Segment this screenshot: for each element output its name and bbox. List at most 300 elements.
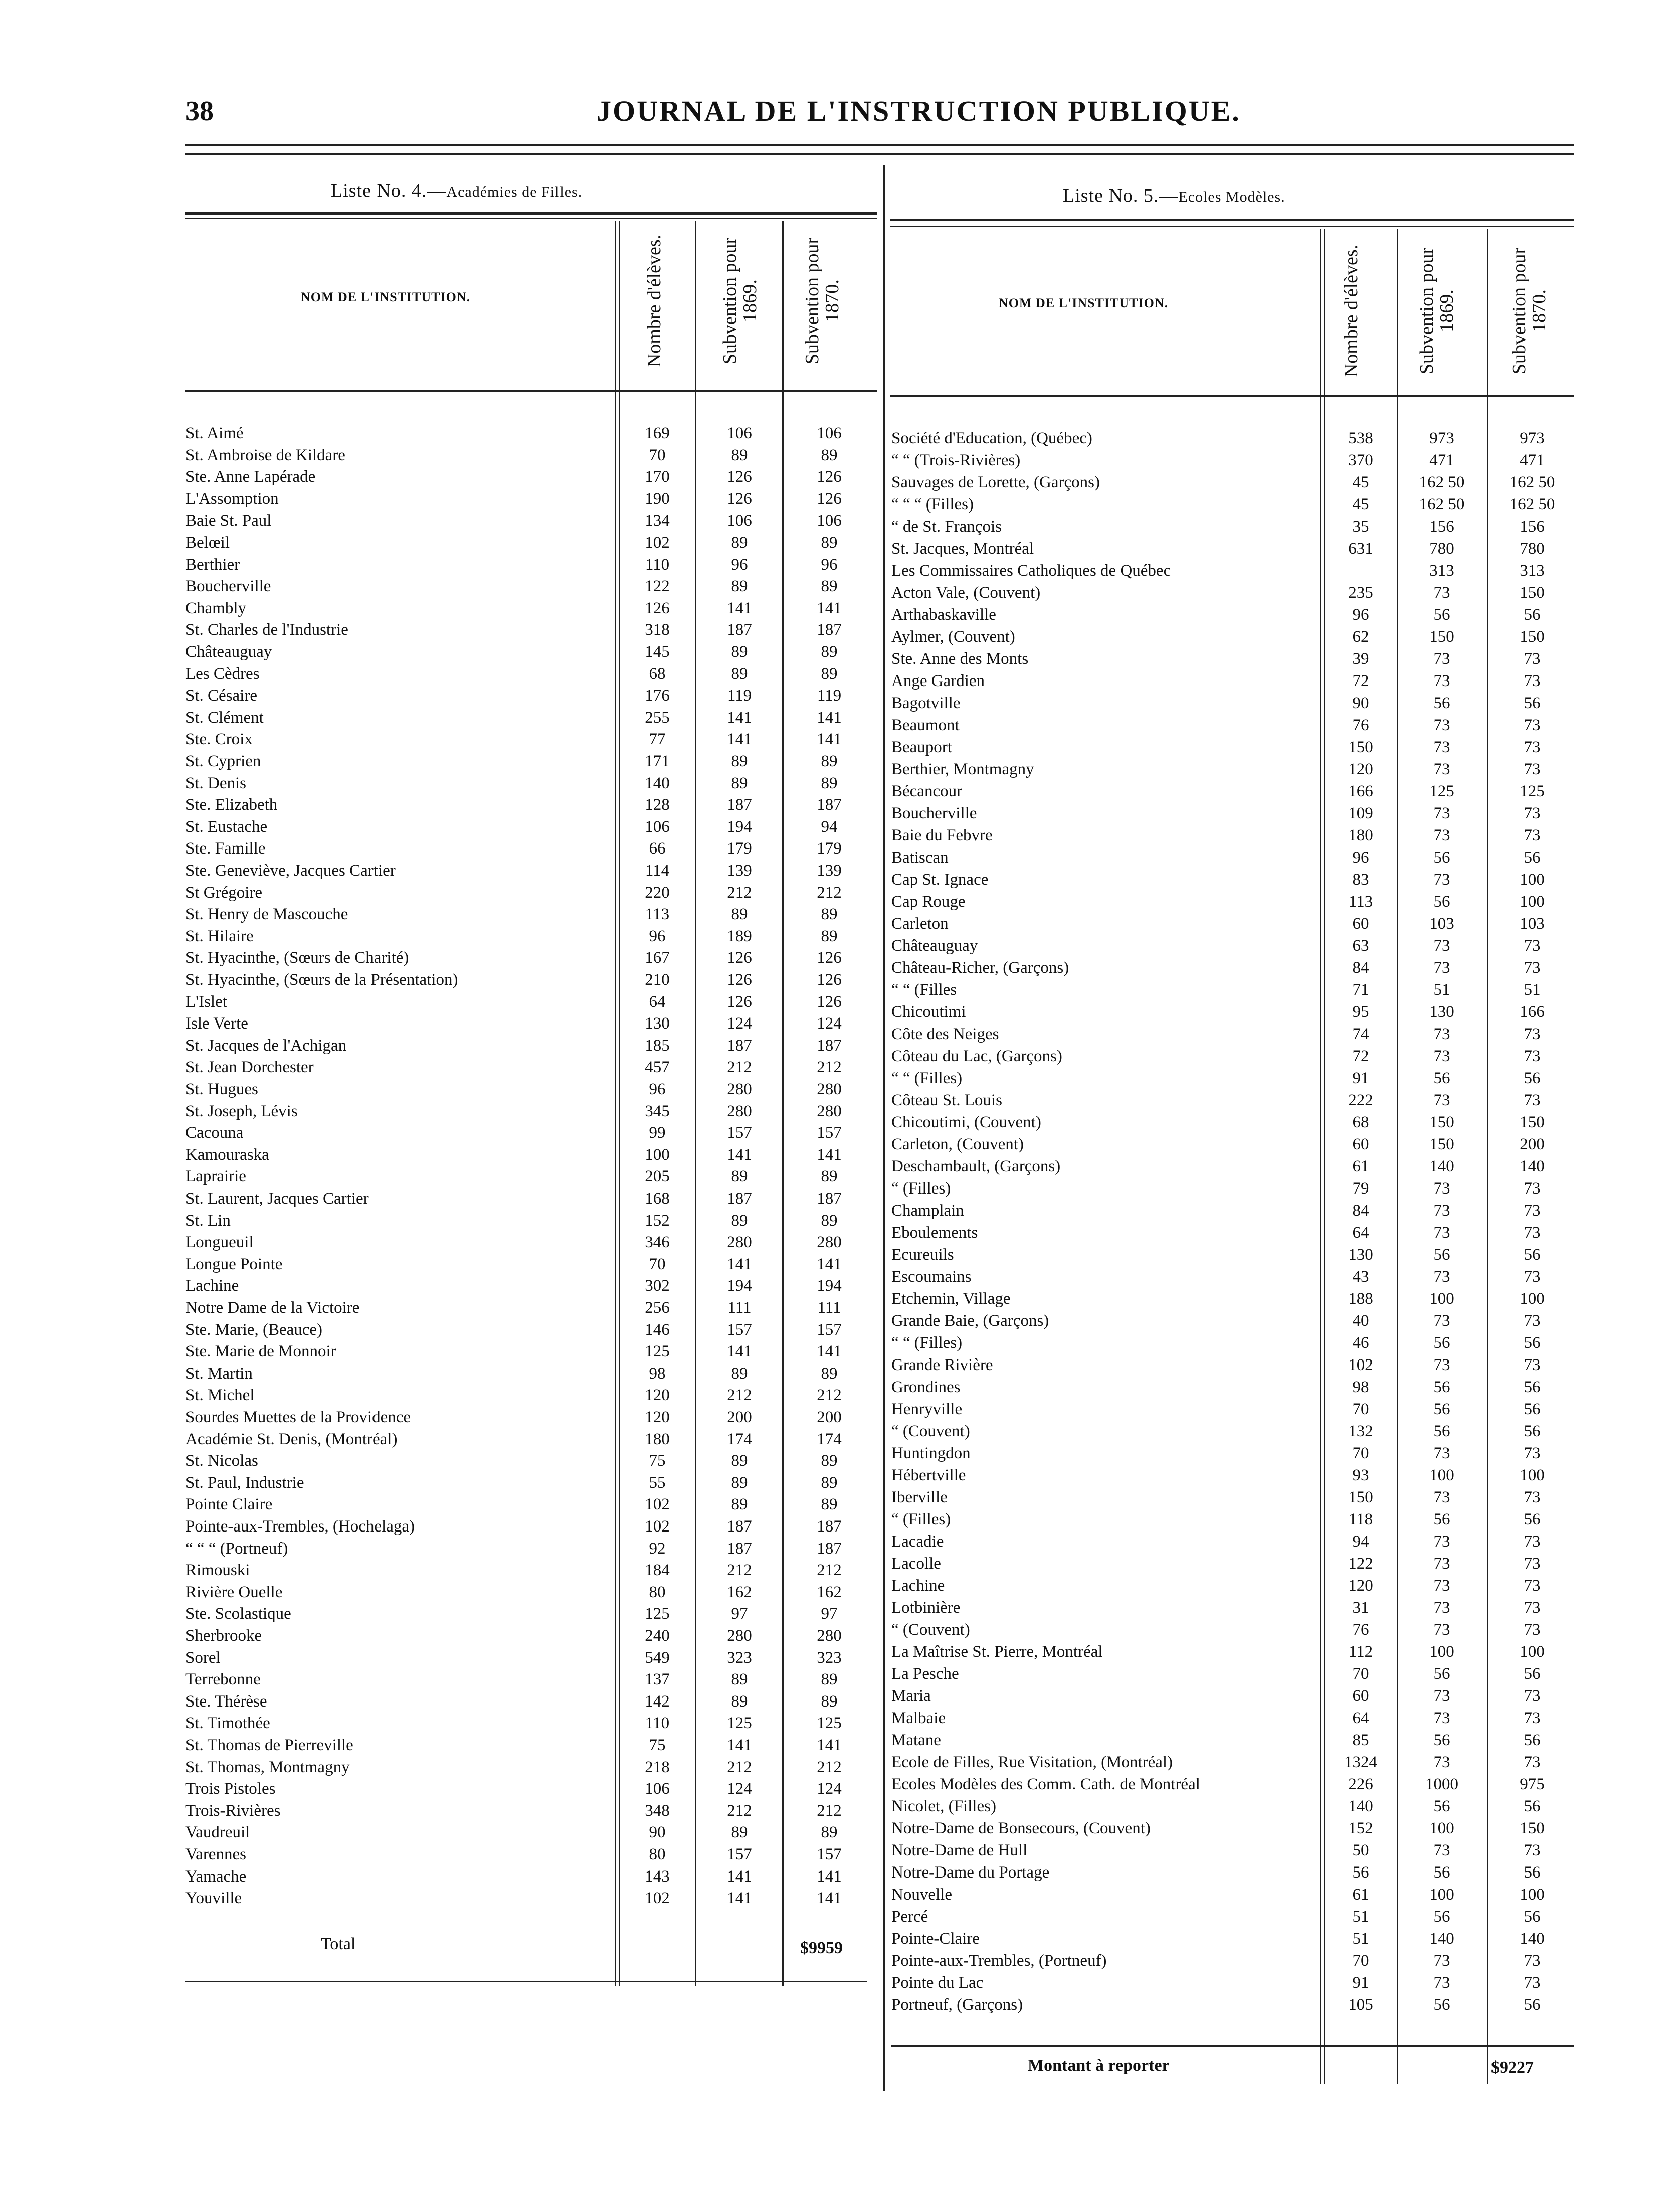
subvention-1870-value: 212 <box>817 1801 842 1820</box>
subvention-1870-value: 179 <box>817 839 842 858</box>
left-table-row <box>185 1778 877 1800</box>
eleves-value: 93 <box>1352 1466 1369 1484</box>
right-list-title <box>1063 185 1285 207</box>
subvention-1869-value: 96 <box>731 555 748 574</box>
eleves-value: 70 <box>1352 1400 1369 1418</box>
institution-name: St Grégoire <box>185 883 263 902</box>
subvention-1870-value: 89 <box>821 1495 838 1514</box>
eleves-value: 56 <box>1352 1863 1369 1882</box>
institution-name: Vaudreuil <box>185 1823 250 1842</box>
left-table-row <box>185 1253 877 1275</box>
subvention-1869-value: 56 <box>1433 893 1450 911</box>
subvention-1870-value: 187 <box>817 1189 842 1208</box>
subvention-1870-value: 212 <box>817 1386 842 1405</box>
institution-name: La Maîtrise St. Pierre, Montréal <box>891 1643 1103 1661</box>
subvention-1870-value: 141 <box>817 1342 842 1361</box>
right-table-row <box>891 1442 1574 1464</box>
subvention-1869-value: 187 <box>727 1517 752 1536</box>
eleves-value: 134 <box>645 512 670 530</box>
institution-name: St. Hyacinthe, (Sœurs de la Présentation) <box>185 971 458 989</box>
right-table-row <box>891 891 1574 913</box>
subvention-1870-value: 141 <box>817 1736 842 1754</box>
subvention-1869-value: 100 <box>1429 1466 1454 1484</box>
right-table-row <box>891 758 1574 780</box>
eleves-value: 171 <box>645 752 670 770</box>
subvention-1870-value: 973 <box>1520 429 1545 447</box>
subvention-1870-value: 111 <box>817 1299 841 1317</box>
right-table-row <box>891 1707 1574 1729</box>
subvention-1869-value: 187 <box>727 1189 752 1208</box>
right-table-row <box>891 1222 1574 1244</box>
institution-name: Ste. Croix <box>185 730 253 749</box>
eleves-value: 75 <box>649 1452 666 1470</box>
eleves-value: 169 <box>645 424 670 442</box>
institution-name: Ange Gardien <box>891 672 985 690</box>
institution-name: Escoumains <box>891 1268 972 1286</box>
eleves-value: 79 <box>1352 1179 1369 1198</box>
subvention-1869-value: 780 <box>1429 540 1454 558</box>
subvention-1869-value: 56 <box>1433 1334 1450 1352</box>
right-table-row <box>891 560 1574 582</box>
left-table-row <box>185 1340 877 1363</box>
subvention-1870-value: 162 50 <box>1509 495 1555 514</box>
subvention-1869-value: 89 <box>731 905 748 924</box>
institution-name: Carleton <box>891 915 949 933</box>
institution-name: “ “ (Trois-Rivières) <box>891 451 1021 469</box>
right-table-row <box>891 1994 1574 2016</box>
institution-name: St. Ambroise de Kildare <box>185 446 345 464</box>
institution-name: Longue Pointe <box>185 1255 283 1273</box>
subvention-1870-value: 73 <box>1524 1533 1541 1551</box>
left-list-title-rest: Académies de Filles. <box>446 184 583 200</box>
subvention-1869-value: 126 <box>727 468 752 486</box>
eleves-value: 302 <box>645 1277 670 1295</box>
left-table-row <box>185 816 877 838</box>
institution-name: St. Nicolas <box>185 1452 258 1470</box>
subvention-1870-value: 73 <box>1524 1621 1541 1639</box>
left-table-row <box>185 1319 877 1341</box>
subvention-1870-value: 73 <box>1524 1268 1541 1286</box>
subvention-1870-value: 187 <box>817 796 842 814</box>
institution-name: Berthier <box>185 555 240 574</box>
subvention-1870-value: 162 <box>817 1583 842 1601</box>
subvention-1869-value: 73 <box>1433 1312 1450 1330</box>
subvention-1870-value: 100 <box>1520 1643 1545 1661</box>
right-table-row <box>891 780 1574 802</box>
eleves-value: 95 <box>1352 1003 1369 1021</box>
right-table-row <box>891 538 1574 560</box>
institution-name: L'Assomption <box>185 489 279 508</box>
institution-name: Pointe Claire <box>185 1495 273 1514</box>
eleves-value: 102 <box>645 1517 670 1536</box>
eleves-value: 346 <box>645 1233 670 1252</box>
right-table-row <box>891 1861 1574 1884</box>
eleves-value: 122 <box>645 577 670 596</box>
subvention-1869-value: 212 <box>727 1386 752 1405</box>
subvention-1870-value: 73 <box>1524 1202 1541 1220</box>
eleves-value: 170 <box>645 468 670 486</box>
institution-name: St. Eustache <box>185 817 268 836</box>
right-total-value: $9227 <box>1491 2058 1534 2077</box>
subvention-1870-value: 126 <box>817 489 842 508</box>
institution-name: St. Martin <box>185 1364 253 1383</box>
subvention-1869-value: 89 <box>731 1823 748 1842</box>
subvention-1869-value: 97 <box>731 1605 748 1623</box>
subvention-1870-value: 140 <box>1520 1157 1545 1175</box>
left-table-row <box>185 444 877 466</box>
subvention-1869-value: 56 <box>1433 1422 1450 1440</box>
institution-name: Ste. Famille <box>185 839 266 858</box>
subvention-1870-value: 56 <box>1524 1378 1541 1396</box>
right-table-row <box>891 714 1574 736</box>
left-table-row <box>185 1406 877 1428</box>
eleves-value: 61 <box>1352 1886 1369 1904</box>
subvention-1869-value: 56 <box>1433 1246 1450 1264</box>
eleves-value: 205 <box>645 1167 670 1186</box>
subvention-1869-value: 313 <box>1429 562 1454 580</box>
right-table-row <box>891 1244 1574 1266</box>
subvention-1870-value: 89 <box>821 577 838 596</box>
left-table-row <box>185 1493 877 1515</box>
subvention-1869-value: 73 <box>1433 738 1450 756</box>
left-table-row <box>185 1100 877 1122</box>
subvention-1870-value: 89 <box>821 1364 838 1383</box>
eleves-value: 113 <box>1348 893 1373 911</box>
right-table-row <box>891 1619 1574 1641</box>
right-table-row <box>891 1089 1574 1111</box>
left-table-row <box>185 882 877 904</box>
subvention-1869-value: 125 <box>1429 782 1454 800</box>
subvention-1870-value: 141 <box>817 599 842 617</box>
subvention-1869-value: 51 <box>1433 981 1450 999</box>
subvention-1869-value: 89 <box>731 1670 748 1689</box>
subvention-1869-value: 194 <box>727 1277 752 1295</box>
institution-name: “ (Couvent) <box>891 1422 970 1440</box>
right-table-row <box>891 1751 1574 1773</box>
eleves-value: 168 <box>645 1189 670 1208</box>
institution-name: “ (Couvent) <box>891 1621 970 1639</box>
institution-name: Lacadie <box>891 1533 944 1551</box>
subvention-1870-value: 140 <box>1520 1930 1545 1948</box>
eleves-value: 70 <box>1352 1665 1369 1683</box>
left-total-label: Total <box>321 1935 356 1953</box>
institution-name: Ste. Marie de Monnoir <box>185 1342 336 1361</box>
right-table-row <box>891 979 1574 1001</box>
institution-name: Isle Verte <box>185 1014 248 1033</box>
right-table-row <box>891 626 1574 648</box>
subvention-1870-value: 313 <box>1520 562 1545 580</box>
subvention-1869-value: 126 <box>727 971 752 989</box>
eleves-value: 94 <box>1352 1533 1369 1551</box>
right-table-row <box>891 1177 1574 1200</box>
right-table-row <box>891 1045 1574 1067</box>
subvention-1869-value: 162 <box>727 1583 752 1601</box>
eleves-value: 140 <box>645 774 670 792</box>
eleves-value: 370 <box>1348 451 1373 469</box>
eleves-value: 80 <box>649 1845 666 1863</box>
left-table-row <box>185 575 877 597</box>
left-table-row <box>185 1668 877 1690</box>
left-table-row <box>185 1231 877 1253</box>
subvention-1870-value: 56 <box>1524 1246 1541 1264</box>
right-table-row <box>891 449 1574 471</box>
institution-name: Carleton, (Couvent) <box>891 1135 1024 1153</box>
subvention-1869-value: 56 <box>1433 1510 1450 1528</box>
institution-name: Ste. Geneviève, Jacques Cartier <box>185 862 396 880</box>
right-col-header-name: NOM DE L'INSTITUTION. <box>999 296 1169 310</box>
subvention-1869-value: 280 <box>727 1627 752 1645</box>
left-table-row <box>185 663 877 685</box>
eleves-value: 114 <box>645 862 670 880</box>
institution-name: Pointe-Claire <box>891 1930 980 1948</box>
eleves-value: 91 <box>1352 1974 1369 1992</box>
institution-name: Ste. Scolastique <box>185 1605 291 1623</box>
left-table-row <box>185 947 877 969</box>
subvention-1869-value: 56 <box>1433 1863 1450 1882</box>
eleves-value: 77 <box>649 730 666 749</box>
subvention-1870-value: 56 <box>1524 1996 1541 2014</box>
subvention-1869-value: 73 <box>1433 1356 1450 1374</box>
eleves-value: 46 <box>1352 1334 1369 1352</box>
institution-name: Châteauguay <box>891 937 978 955</box>
right-table-row <box>891 1001 1574 1023</box>
subvention-1869-value: 140 <box>1429 1157 1454 1175</box>
subvention-1870-value: 150 <box>1520 584 1545 602</box>
subvention-1869-value: 141 <box>727 1342 752 1361</box>
institution-name: St. Thomas de Pierreville <box>185 1736 353 1754</box>
eleves-value: 62 <box>1352 628 1369 646</box>
eleves-value: 83 <box>1352 871 1369 889</box>
left-table-row <box>185 707 877 729</box>
institution-name: Beauport <box>891 738 952 756</box>
subvention-1869-value: 141 <box>727 1255 752 1273</box>
institution-name: Etchemin, Village <box>891 1290 1011 1308</box>
institution-name: L'Islet <box>185 992 227 1011</box>
subvention-1869-value: 73 <box>1433 584 1450 602</box>
right-table-row <box>891 1398 1574 1420</box>
subvention-1870-value: 126 <box>817 992 842 1011</box>
right-table-row <box>891 1641 1574 1663</box>
left-title-rule-thin <box>185 218 877 219</box>
page-number: 38 <box>185 96 214 127</box>
subvention-1870-value: 141 <box>817 708 842 727</box>
subvention-1869-value: 89 <box>731 446 748 464</box>
eleves-value: 110 <box>645 1714 670 1733</box>
right-header-bottom-rule <box>890 395 1574 397</box>
eleves-value: 70 <box>649 446 666 464</box>
institution-name: “ de St. François <box>891 518 1002 536</box>
subvention-1870-value: 212 <box>817 1561 842 1580</box>
right-table-row <box>891 1950 1574 1972</box>
eleves-value: 64 <box>1352 1709 1369 1727</box>
subvention-1869-value: 124 <box>727 1014 752 1033</box>
institution-name: St. Jacques de l'Achigan <box>185 1036 347 1055</box>
institution-name: St. Thomas, Montmagny <box>185 1758 350 1776</box>
institution-name: Yamache <box>185 1867 247 1886</box>
subvention-1870-value: 73 <box>1524 1312 1541 1330</box>
left-table-row <box>185 1538 877 1560</box>
subvention-1870-value: 56 <box>1524 694 1541 712</box>
eleves-value: 222 <box>1348 1091 1373 1109</box>
subvention-1870-value: 73 <box>1524 826 1541 844</box>
eleves-value: 74 <box>1352 1025 1369 1043</box>
eleves-value: 75 <box>649 1736 666 1754</box>
right-col-header-1870-text: Subvention pour 1870. <box>1509 247 1550 375</box>
institution-name: Côteau du Lac, (Garçons) <box>891 1047 1062 1065</box>
left-table-row <box>185 860 877 882</box>
eleves-value: 226 <box>1348 1775 1373 1793</box>
subvention-1869-value: 471 <box>1429 451 1454 469</box>
institution-name: Sourdes Muettes de la Providence <box>185 1408 411 1426</box>
subvention-1869-value: 56 <box>1433 1797 1450 1815</box>
subvention-1869-value: 73 <box>1433 1753 1450 1771</box>
eleves-value: 96 <box>649 1080 666 1098</box>
subvention-1870-value: 89 <box>821 643 838 661</box>
subvention-1870-value: 73 <box>1524 672 1541 690</box>
institution-name: Société d'Education, (Québec) <box>891 429 1092 447</box>
eleves-value: 150 <box>1348 1488 1373 1506</box>
institution-name: St. Laurent, Jacques Cartier <box>185 1189 369 1208</box>
subvention-1869-value: 89 <box>731 752 748 770</box>
subvention-1869-value: 157 <box>727 1124 752 1142</box>
eleves-value: 122 <box>1348 1555 1373 1573</box>
eleves-value: 348 <box>645 1801 670 1820</box>
eleves-value: 1324 <box>1344 1753 1377 1771</box>
subvention-1869-value: 73 <box>1433 1599 1450 1617</box>
subvention-1870-value: 280 <box>817 1080 842 1098</box>
eleves-value: 143 <box>645 1867 670 1886</box>
left-table-row <box>185 1144 877 1166</box>
subvention-1870-value: 73 <box>1524 1047 1541 1065</box>
right-table-row <box>891 1133 1574 1155</box>
eleves-value: 130 <box>645 1014 670 1033</box>
right-table-row <box>891 1553 1574 1575</box>
subvention-1869-value: 126 <box>727 992 752 1011</box>
institution-name: Portneuf, (Garçons) <box>891 1996 1023 2014</box>
left-table-row <box>185 1078 877 1100</box>
subvention-1869-value: 73 <box>1433 1577 1450 1595</box>
left-table-row <box>185 1384 877 1406</box>
eleves-value: 130 <box>1348 1246 1373 1264</box>
subvention-1869-value: 106 <box>727 424 752 442</box>
subvention-1870-value: 280 <box>817 1102 842 1120</box>
right-table-row <box>891 736 1574 758</box>
subvention-1870-value: 89 <box>821 1823 838 1842</box>
left-table-row <box>185 1472 877 1494</box>
subvention-1870-value: 162 50 <box>1509 473 1555 491</box>
left-table-row <box>185 1690 877 1713</box>
eleves-value: 99 <box>649 1124 666 1142</box>
subvention-1869-value: 56 <box>1433 1378 1450 1396</box>
subvention-1869-value: 73 <box>1433 1488 1450 1506</box>
subvention-1869-value: 56 <box>1433 1908 1450 1926</box>
eleves-value: 102 <box>645 1889 670 1908</box>
right-table-row <box>891 1530 1574 1553</box>
subvention-1870-value: 56 <box>1524 1797 1541 1815</box>
institution-name: Eboulements <box>891 1224 978 1242</box>
subvention-1869-value: 212 <box>727 1758 752 1776</box>
institution-name: Ste. Elizabeth <box>185 796 278 814</box>
subvention-1869-value: 140 <box>1429 1930 1454 1948</box>
right-table-row <box>891 1486 1574 1508</box>
subvention-1870-value: 150 <box>1520 1819 1545 1837</box>
institution-name: “ “ “ (Filles) <box>891 495 974 514</box>
eleves-value: 538 <box>1348 429 1373 447</box>
right-table-row <box>891 604 1574 626</box>
subvention-1870-value: 323 <box>817 1648 842 1667</box>
institution-name: Longueuil <box>185 1233 254 1252</box>
left-table-row <box>185 1363 877 1385</box>
eleves-value: 102 <box>645 1495 670 1514</box>
subvention-1870-value: 73 <box>1524 1599 1541 1617</box>
left-table-row <box>185 728 877 750</box>
institution-name: St. Denis <box>185 774 247 792</box>
eleves-value: 188 <box>1348 1290 1373 1308</box>
subvention-1870-value: 125 <box>817 1714 842 1733</box>
subvention-1870-value: 212 <box>817 1758 842 1776</box>
right-table-row <box>891 1310 1574 1332</box>
right-table-row <box>891 1464 1574 1486</box>
subvention-1870-value: 106 <box>817 424 842 442</box>
subvention-1869-value: 56 <box>1433 1665 1450 1683</box>
subvention-1869-value: 73 <box>1433 826 1450 844</box>
subvention-1870-value: 150 <box>1520 1113 1545 1131</box>
right-table-row <box>891 582 1574 604</box>
eleves-value: 90 <box>1352 694 1369 712</box>
subvention-1869-value: 157 <box>727 1320 752 1339</box>
left-table-row <box>185 1035 877 1057</box>
subvention-1869-value: 89 <box>731 1473 748 1492</box>
subvention-1870-value: 212 <box>817 1058 842 1077</box>
institution-name: St. Timothée <box>185 1714 270 1733</box>
eleves-value: 55 <box>649 1473 666 1492</box>
subvention-1869-value: 141 <box>727 599 752 617</box>
right-col-header-eleves: Nombre d'élèves. <box>1341 244 1362 378</box>
subvention-1869-value: 100 <box>1429 1290 1454 1308</box>
subvention-1869-value: 157 <box>727 1845 752 1863</box>
subvention-1869-value: 280 <box>727 1233 752 1252</box>
subvention-1869-value: 56 <box>1433 848 1450 867</box>
subvention-1869-value: 73 <box>1433 1533 1450 1551</box>
eleves-value: 70 <box>1352 1952 1369 1970</box>
subvention-1870-value: 56 <box>1524 606 1541 624</box>
subvention-1869-value: 156 <box>1429 518 1454 536</box>
eleves-value: 218 <box>645 1758 670 1776</box>
subvention-1870-value: 89 <box>821 1473 838 1492</box>
eleves-value: 112 <box>1348 1643 1373 1661</box>
institution-name: Ste. Anne Lapérade <box>185 468 316 486</box>
eleves-value: 120 <box>1348 1577 1373 1595</box>
eleves-value: 96 <box>649 927 666 945</box>
subvention-1870-value: 89 <box>821 1692 838 1711</box>
left-header-bottom-rule <box>185 390 877 392</box>
eleves-value: 66 <box>649 839 666 858</box>
subvention-1869-value: 73 <box>1433 1555 1450 1573</box>
subvention-1870-value: 174 <box>817 1430 842 1448</box>
right-table-row <box>891 1597 1574 1619</box>
institution-name: Château-Richer, (Garçons) <box>891 959 1069 977</box>
left-col-header-1870 <box>802 221 842 381</box>
right-table-row <box>891 1288 1574 1310</box>
eleves-value: 71 <box>1352 981 1369 999</box>
subvention-1870-value: 119 <box>817 687 842 705</box>
institution-name: Ste. Marie, (Beauce) <box>185 1320 323 1339</box>
institution-name: “ “ “ (Portneuf) <box>185 1539 288 1558</box>
eleves-value: 109 <box>1348 804 1373 822</box>
right-table-row <box>891 1067 1574 1089</box>
left-table-row <box>185 750 877 772</box>
page-column-divider <box>883 165 885 2091</box>
